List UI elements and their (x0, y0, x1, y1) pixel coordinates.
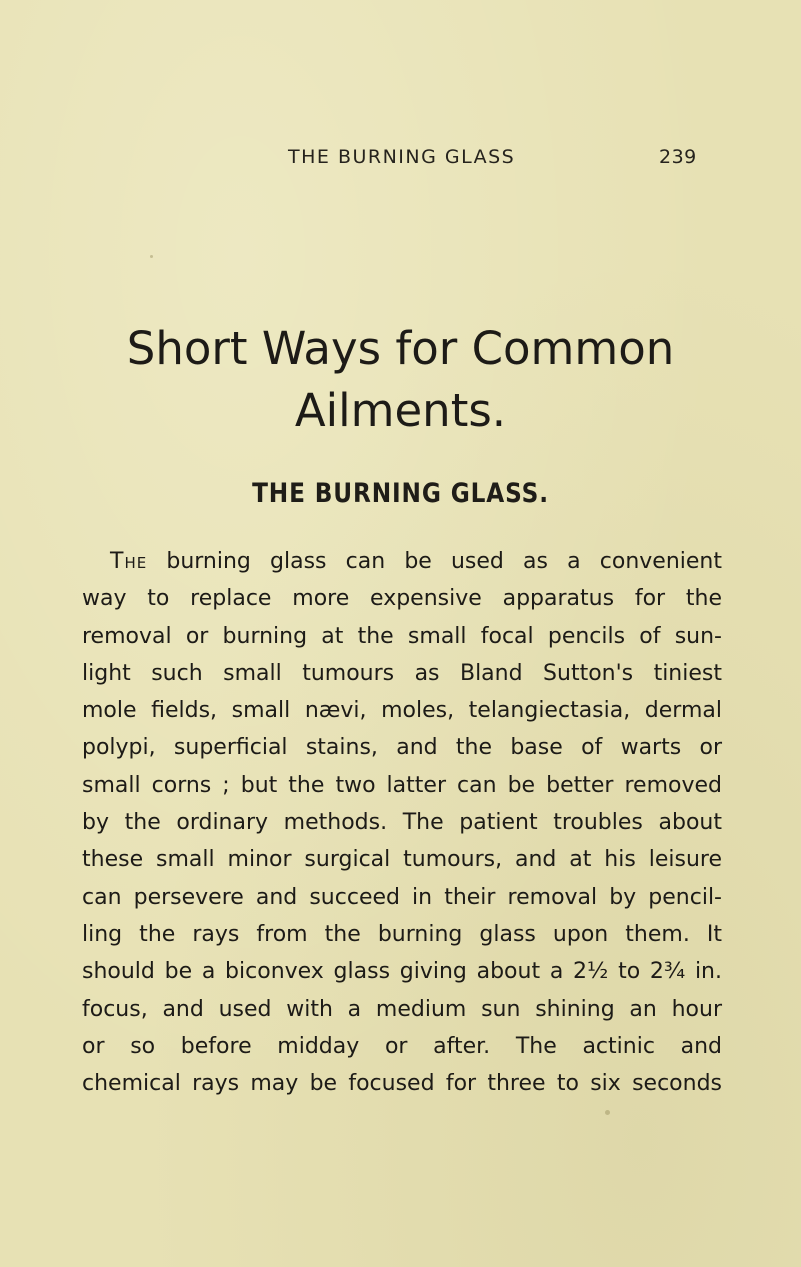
text-line: light such small tumours as Bland Sutton's tiniest (82, 660, 722, 686)
text-line: these small minor surgical tumours, and at his leisure (82, 847, 722, 873)
drop-word: The (110, 549, 148, 574)
chapter-title (0, 318, 801, 442)
section-heading: THE BURNING GLASS. (252, 478, 549, 509)
text-line: small corns ; but the two latter can be better removed (82, 772, 722, 798)
text-line: can persevere and succeed in their removal by pencil- (82, 884, 722, 910)
text-line: by the ordinary methods. The patient troubles about (82, 810, 722, 836)
chapter-title-line-2: Ailments. (294, 384, 507, 437)
text-line-content: burning glass can be used as a convenient (147, 549, 722, 574)
paper-speck (605, 1110, 610, 1115)
text-line: way to replace more expensive apparatus for the (82, 586, 722, 612)
text-line: chemical rays may be focused for three to six seconds (82, 1071, 722, 1097)
running-head (0, 146, 801, 172)
chapter-title-line-1: Short Ways for Common (126, 322, 675, 375)
page-number: 239 (659, 146, 697, 168)
text-line: polypi, superficial stains, and the base of warts or (82, 735, 722, 761)
running-head-title: THE BURNING GLASS (288, 146, 516, 168)
text-line: or so before midday or after. The actinic and (82, 1033, 722, 1059)
text-line: focus, and used with a medium sun shining an hour (82, 996, 722, 1022)
paper-speck (150, 255, 153, 258)
text-line: should be a biconvex glass giving about a 2½ to 2¾ in. (82, 959, 722, 985)
text-line: ling the rays from the burning glass upon them. It (82, 921, 722, 947)
text-line: mole fields, small nævi, moles, telangiectasia, dermal (82, 698, 722, 724)
body-paragraph (82, 543, 722, 1102)
text-line (82, 543, 722, 580)
text-line: removal or burning at the small focal pencils of sun- (82, 623, 722, 649)
